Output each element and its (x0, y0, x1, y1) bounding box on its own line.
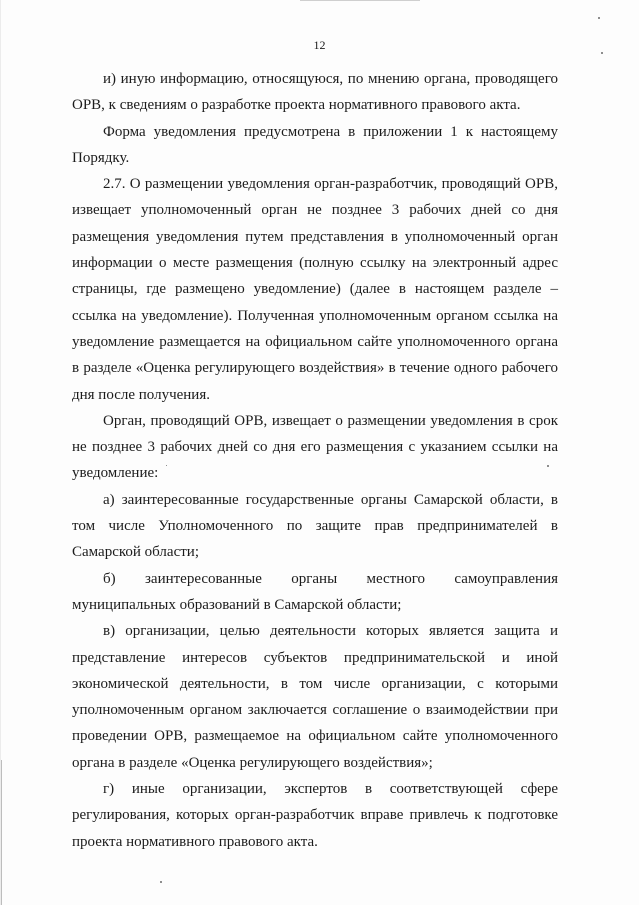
scan-edge-left-dark (1, 760, 2, 905)
page-number: 12 (313, 38, 326, 52)
scan-speck (160, 881, 162, 883)
scan-edge-top (300, 0, 420, 1)
paragraph-item-b: б) заинтересованные органы местного самоуправления муниципальных образований в Самарской области; (72, 570, 558, 613)
paragraph-item-a: а) заинтересованные государственные органы Самарской области, в том числе Уполномоченного по защите прав предпринимателей в Самарской области; (72, 491, 558, 561)
paragraph-item-g: г) иные организации, экспертов в соответствующей сфере регулирования, которых орган-разработчик вправе привлечь к подготовке проекта нормативного правового акта. (72, 781, 558, 850)
document-body (72, 66, 558, 855)
paragraph-orv-notification: Орган, проводящий ОРВ, извещает о размещении уведомления в срок не позднее 3 рабочих дней со дня его размещения с указанием ссылки на уведомление: (72, 412, 558, 482)
scan-speck (598, 17, 600, 19)
paragraph-2-7: 2.7. О размещении уведомления орган-разработчик, проводящий ОРВ, извещает уполномоченный орган не позднее 3 рабочих дней со дня размещения уведомления путем представления в уполномоченный орган информации о месте размещения (полную ссылку на электронный адрес страницы, где размещено уведомление) (далее в настоящем разделе – ссылка на уведомление). Полученная уполномоченным органом ссылка на уведомление размещается на официальном сайте уполномоченного органа в разделе «Оценка регулирующего воздействия» в течение одного рабочего дня после получения. (72, 176, 558, 403)
paragraph-notification-form: Форма уведомления предусмотрена в приложении 1 к настоящему Порядку. (72, 123, 558, 166)
paragraph-item-v: в) организации, целью деятельности которых является защита и представление интересов субъектов предпринимательской и иной экономической деятельности, в том числе организации, с которыми уполномоченным органом заключается соглашение о взаимодействии при проведении ОРВ, размещаемое на официальном сайте уполномоченного органа в разделе «Оценка регулирующего воздействия»; (72, 623, 558, 771)
paragraph-item-i: и) иную информацию, относящуюся, по мнению органа, проводящего ОРВ, к сведениям о разработке проекта нормативного правового акта. (72, 71, 558, 114)
